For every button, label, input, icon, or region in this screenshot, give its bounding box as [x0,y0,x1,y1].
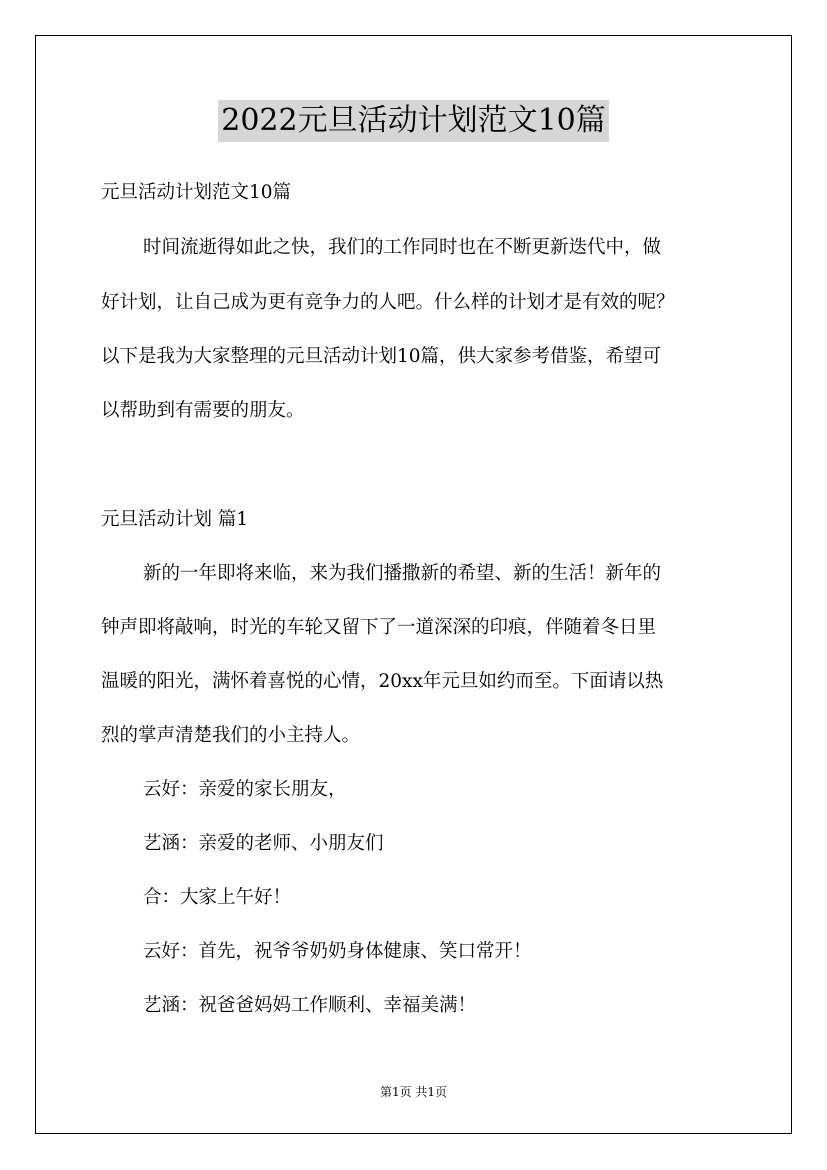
body-line: 烈的掌声清楚我们的小主持人。 [101,725,361,746]
dialogue-line: 合：大家上午好！ [143,887,292,908]
dialogue-line: 云好：亲爱的家长朋友， [143,779,347,800]
intro-line: 时间流逝得如此之快，我们的工作同时也在不断更新迭代中，做 [143,237,662,258]
body-line: 钟声即将敲响，时光的车轮又留下了一道深深的印痕，伴随着冬日里 [101,617,657,638]
intro-line: 以帮助到有需要的朋友。 [101,400,305,421]
subtitle: 元旦活动计划范文10篇 [101,182,292,203]
document-title: 2022元旦活动计划范文10篇 [218,100,609,142]
intro-line: 好计划，让自己成为更有竞争力的人吧。什么样的计划才是有效的呢？ [101,292,675,313]
title-container [0,100,827,142]
dialogue-line: 艺涵：祝爸爸妈妈工作顺利、幸福美满！ [143,995,477,1016]
body-line: 新的一年即将来临，来为我们播撒新的希望、新的生活！新年的 [143,563,662,584]
body-line: 温暖的阳光，满怀着喜悦的心情，20xx年元旦如约而至。下面请以热 [101,671,664,692]
section-heading: 元旦活动计划 篇1 [101,509,249,530]
intro-line: 以下是我为大家整理的元旦活动计划10篇，供大家参考借鉴，希望可 [101,346,662,367]
dialogue-line: 云好：首先，祝爷爷奶奶身体健康、笑口常开！ [143,941,532,962]
dialogue-line: 艺涵：亲爱的老师、小朋友们 [143,833,384,854]
page-footer: 第1页 共1页 [379,1085,448,1099]
